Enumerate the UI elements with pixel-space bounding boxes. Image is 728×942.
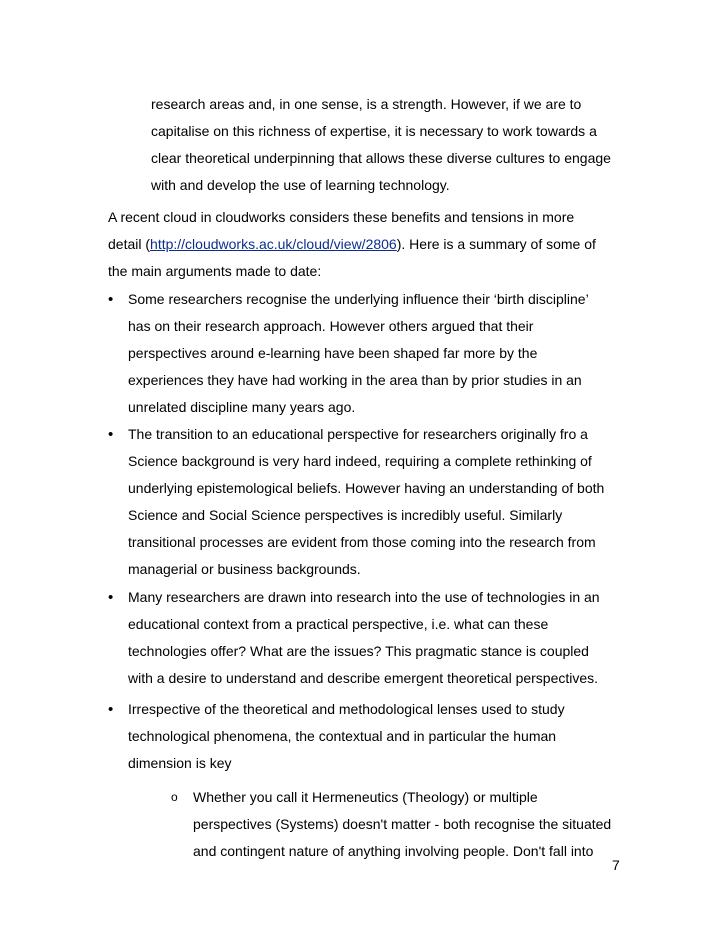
bullet-line: unrelated discipline many years ago. — [128, 399, 356, 415]
bullet-line: Many researchers are drawn into research into the use of technologies in an — [128, 589, 600, 605]
sub-bullet-line: perspectives (Systems) doesn't matter - both recognise the situated — [193, 816, 612, 832]
bullet-line: Science background is very hard indeed, requiring a complete rethinking of — [128, 453, 592, 469]
bullet-line: experiences they have had working in the area than by prior studies in an — [128, 372, 582, 388]
bullet-line: transitional processes are evident from those coming into the research from — [128, 534, 596, 550]
block-quote — [151, 91, 631, 199]
bullet-line: educational context from a practical perspective, i.e. what can these — [128, 616, 549, 632]
sub-bullet-line: Whether you call it Hermeneutics (Theology) or multiple — [193, 789, 538, 805]
intro-text: detail ( — [108, 236, 151, 252]
bullet-dot: • — [108, 589, 114, 606]
bullet-line: Science and Social Science perspectives is incredibly useful. Similarly — [128, 507, 563, 523]
sub-bullet-line: and contingent nature of anything involving people. Don't fall into — [193, 843, 594, 859]
bullet-dot: • — [108, 291, 114, 308]
cloudworks-link[interactable]: http://cloudworks.ac.uk/cloud/view/2806 — [150, 236, 397, 252]
quote-line: capitalise on this richness of expertise, it is necessary to work towards a — [151, 123, 597, 139]
intro-line: the main arguments made to date: — [108, 263, 322, 279]
bullet-line: perspectives around e-learning have been shaped far more by the — [128, 345, 538, 361]
bullet-line: dimension is key — [128, 755, 232, 771]
quote-line: with and develop the use of learning technology. — [151, 177, 450, 193]
intro-paragraph — [108, 204, 628, 285]
bullet-item-2 — [108, 421, 628, 583]
bullet-line: underlying epistemological beliefs. However having an understanding of both — [128, 480, 605, 496]
bullet-line: managerial or business backgrounds. — [128, 561, 361, 577]
bullet-line: Some researchers recognise the underlying influence their ‘birth discipline’ — [128, 291, 589, 307]
bullet-line: has on their research approach. However others argued that their — [128, 318, 534, 334]
bullet-item-1 — [108, 286, 628, 421]
bullet-line: Irrespective of the theoretical and methodological lenses used to study — [128, 701, 565, 717]
bullet-dot: • — [108, 426, 114, 443]
bullet-item-3 — [108, 584, 628, 692]
intro-text: ). Here is a summary of some of — [396, 236, 596, 252]
bullet-item-4 — [108, 696, 628, 777]
intro-line: A recent cloud in cloudworks considers these benefits and tensions in more — [108, 209, 575, 225]
bullet-line: The transition to an educational perspective for researchers originally fro a — [128, 426, 588, 442]
sub-bullet-item — [171, 784, 631, 865]
bullet-dot: • — [108, 701, 114, 718]
sub-bullet-circle: o — [171, 790, 178, 804]
bullet-line: technologies offer? What are the issues? This pragmatic stance is coupled — [128, 643, 589, 659]
quote-line: research areas and, in one sense, is a strength. However, if we are to — [151, 96, 582, 112]
bullet-line: technological phenomena, the contextual and in particular the human — [128, 728, 557, 744]
quote-line: clear theoretical underpinning that allows these diverse cultures to engage — [151, 150, 611, 166]
intro-line — [108, 231, 628, 258]
page-number: 7 — [612, 857, 620, 873]
bullet-line: with a desire to understand and describe emergent theoretical perspectives. — [128, 670, 599, 686]
